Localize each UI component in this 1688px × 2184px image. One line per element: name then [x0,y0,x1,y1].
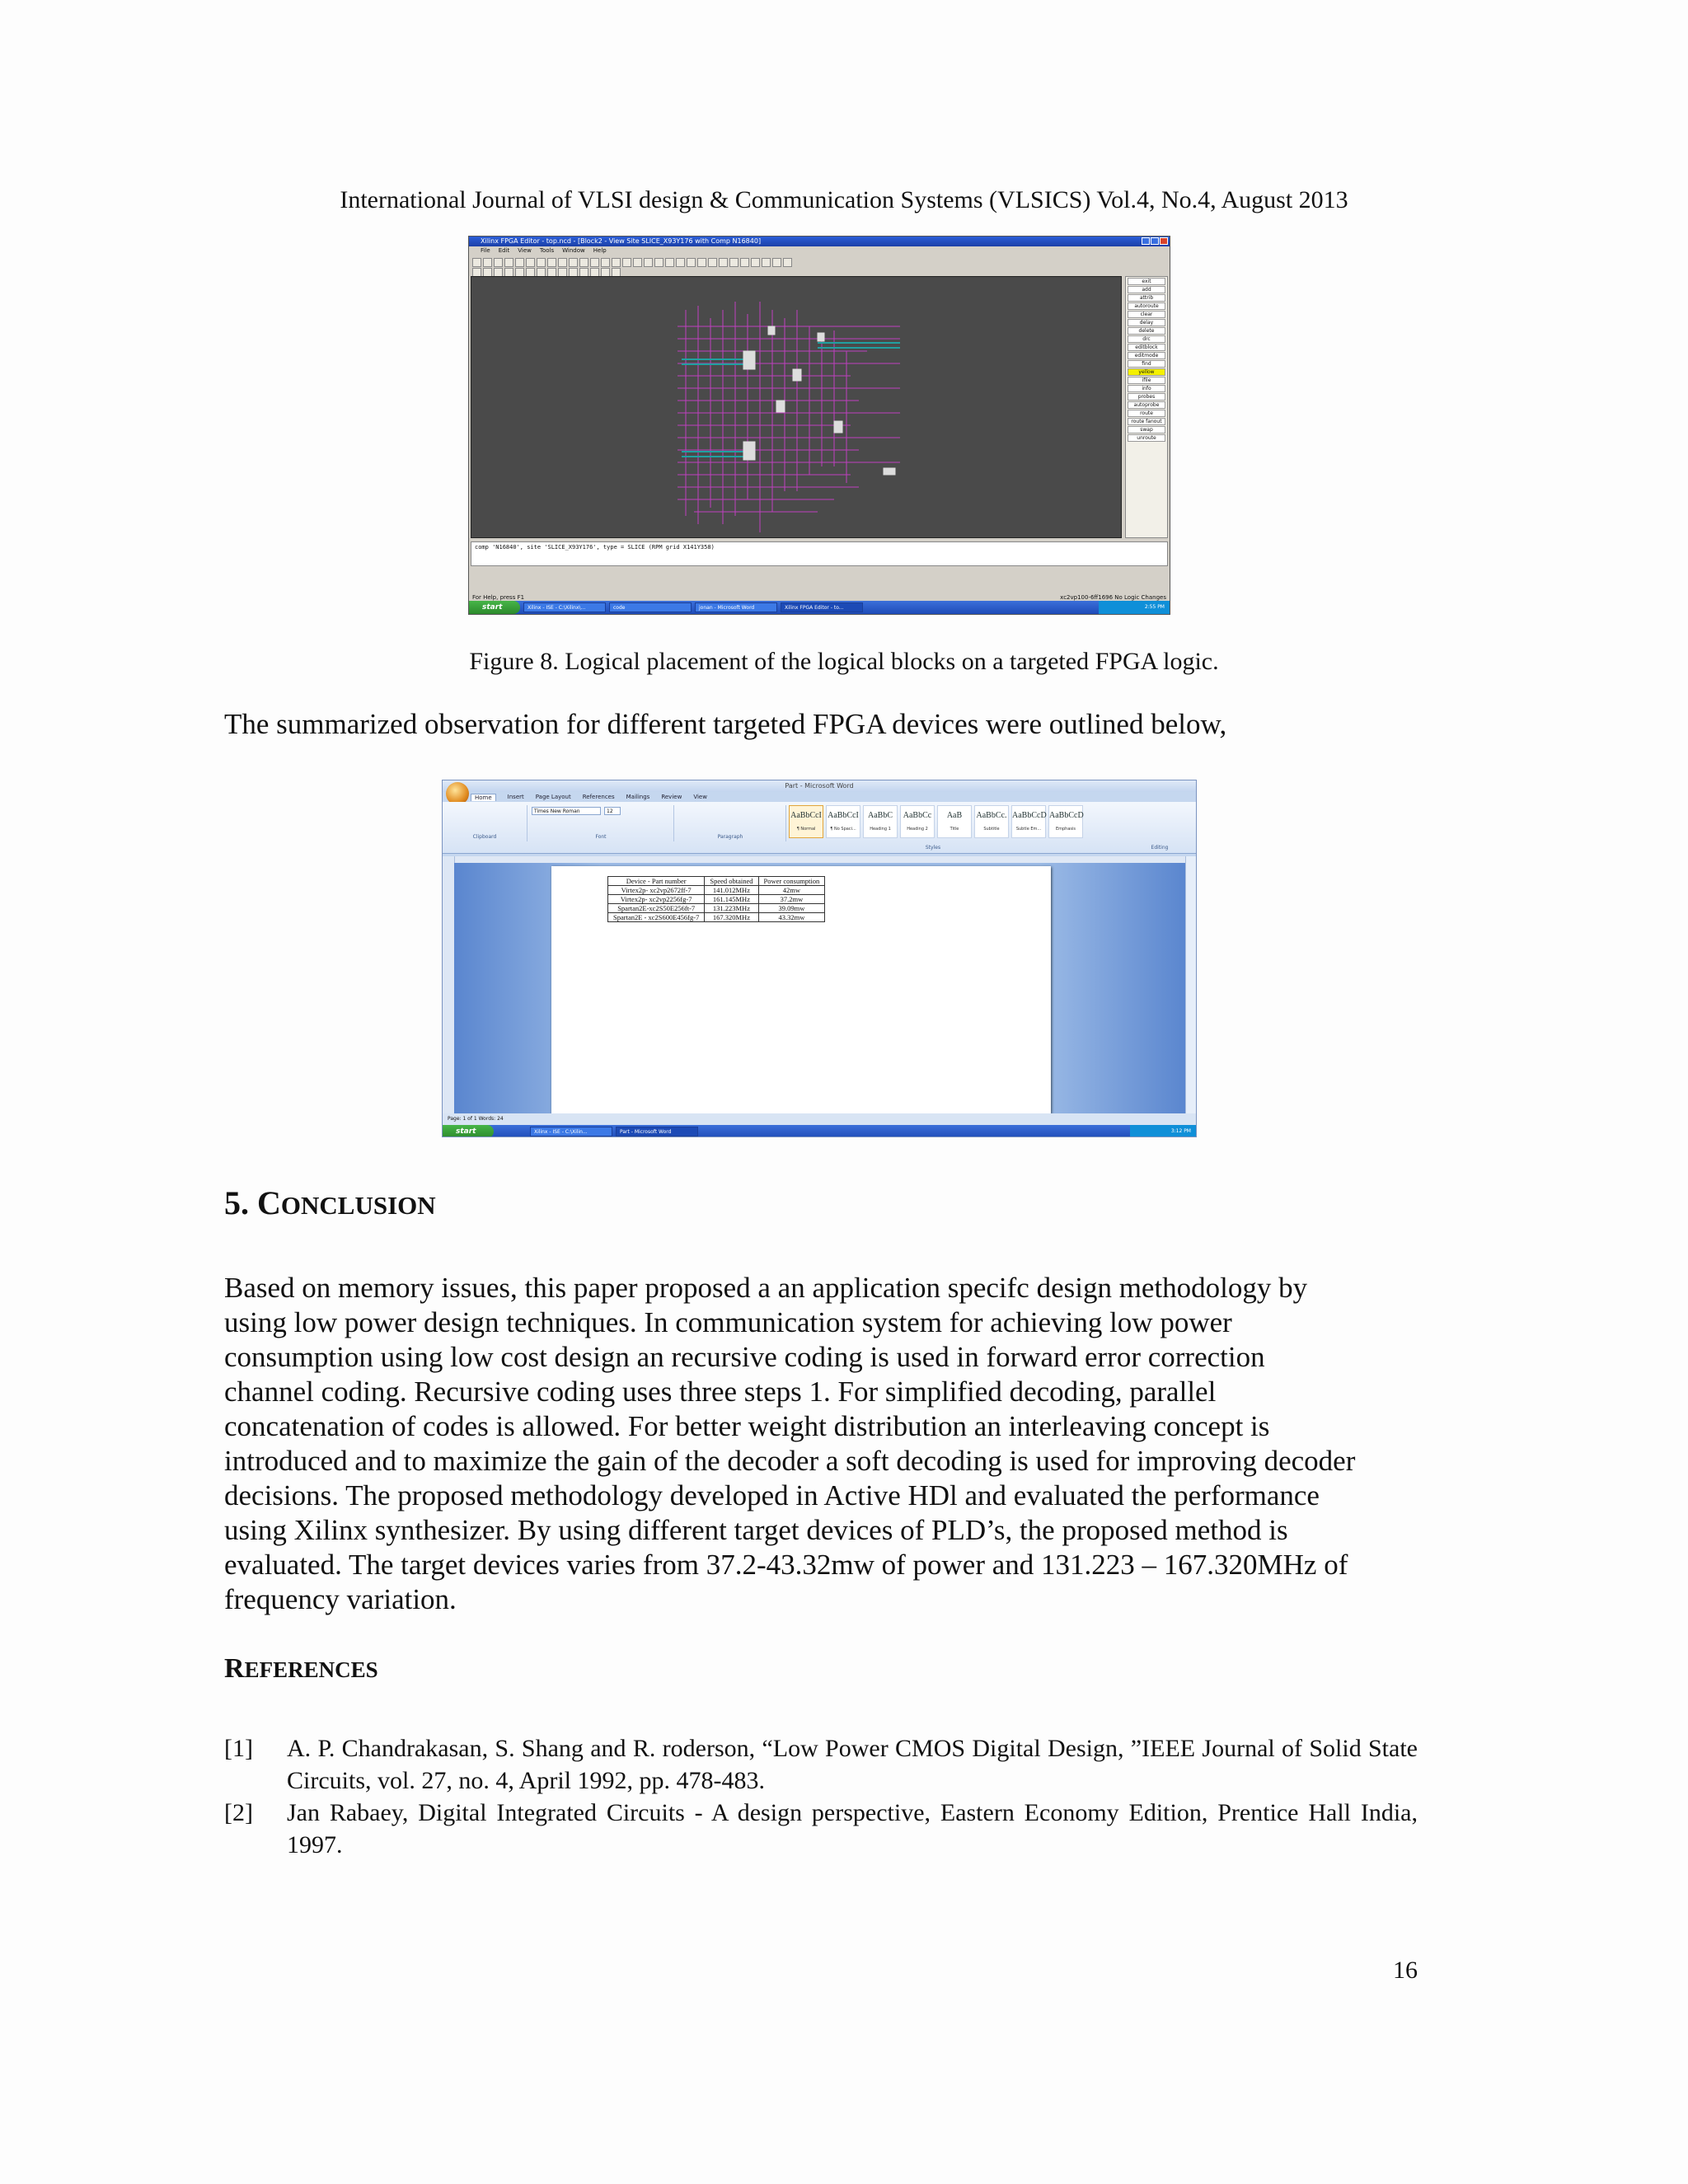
fpga-routing-diagram [471,277,1121,537]
cmd-route[interactable]: route [1128,410,1165,417]
taskbar-item-code[interactable]: code [609,602,692,612]
word-ribbon-tabs [471,794,707,801]
word-ribbon [443,802,1196,854]
taskbar-item-fpga-editor[interactable]: Xilinx FPGA Editor - to... [781,602,863,612]
taskbar-clock: 3:12 PM [1130,1125,1196,1137]
table-row [608,904,825,913]
group-paragraph: Paragraph [675,805,786,841]
cmd-clear[interactable]: clear [1128,311,1165,318]
reference-number: [2] [224,1799,253,1826]
menu-help: Help [593,247,607,254]
tab-review[interactable]: Review [661,794,682,800]
conclusion-line: frequency variation. [224,1583,457,1615]
table-cell: Spartan2E - xc2S600E456fg-7 [608,913,705,922]
style-subtle-emphasis[interactable]: AaBbCcD Subtle Em... [1011,805,1046,838]
figure-8-caption: Figure 8. Logical placement of the logical blocks on a targeted FPGA logic. [469,648,1219,675]
table-cell: 43.32mw [758,913,825,922]
reference-item-1 [224,1732,1418,1797]
style-emphasis[interactable]: AaBbCcD Emphasis [1048,805,1083,838]
table-header-row [608,877,825,886]
conclusion-line: consumption using low cost design an recursive coding is used in forward error correction [224,1341,1265,1373]
start-button[interactable]: start [469,601,520,614]
style-subtitle[interactable]: AaBbCc. Subtitle [974,805,1009,838]
word-status-bar: Page: 1 of 1 Words: 24 [443,1113,1196,1125]
tab-references[interactable]: References [582,794,615,800]
conclusion-line: concatenation of codes is allowed. For better weight distribution an interleaving concept is [224,1410,1270,1442]
cmd-route-fanout[interactable]: route fanout [1128,418,1165,425]
style-title[interactable]: AaB Title [937,805,972,838]
start-button[interactable]: start [443,1125,494,1137]
table-cell: 161.145MHz [705,895,758,904]
cmd-delay[interactable]: delay [1128,319,1165,326]
fpga-taskbar [469,601,1170,614]
status-device-text: xc2vp100-6ff1696 No Logic Changes [1060,594,1166,601]
table-cell: 42mw [758,886,825,895]
style-normal[interactable]: AaBbCcI ¶ Normal [789,805,823,838]
taskbar-clock: 2:55 PM [1099,601,1170,614]
table-cell: 131.223MHz [705,904,758,913]
cmd-add[interactable]: add [1128,286,1165,293]
conclusion-line: channel coding. Recursive coding uses three steps 1. For simplified decoding, parallel [224,1376,1217,1408]
cmd-drc[interactable]: drc [1128,335,1165,343]
conclusion-line: evaluated. The target devices varies from 37.2-43.32mw of power and 131.223 – 167.320MHz of [224,1549,1348,1581]
style-heading-2[interactable]: AaBbCc Heading 2 [900,805,935,838]
font-name-select[interactable]: Times New Roman [532,807,601,815]
fpga-console-output: comp 'N16840', site 'SLICE_X93Y176', type = SLICE (RPM grid X141Y358) [471,541,1168,566]
tab-insert[interactable]: Insert [507,794,524,800]
tab-view[interactable]: View [693,794,707,800]
table-cell: 39.09mw [758,904,825,913]
cmd-unroute[interactable]: unroute [1128,434,1165,442]
table-row [608,913,825,922]
table-header: Device - Part number [608,877,705,886]
table-row [608,886,825,895]
journal-header: International Journal of VLSI design & Communication Systems (VLSICS) Vol.4, No.4, August 2013 [340,186,1348,213]
reference-number: [1] [224,1735,253,1762]
cmd-probes[interactable]: probes [1128,393,1165,401]
menu-edit: Edit [498,247,510,254]
menu-window: Window [562,247,585,254]
menu-view: View [518,247,532,254]
reference-item-2 [224,1797,1418,1861]
conclusion-line: Based on memory issues, this paper proposed a an application specifc design methodology by [224,1272,1308,1304]
group-font: Font [528,805,674,841]
table-cell: 37.2mw [758,895,825,904]
font-size-select[interactable]: 12 [604,807,621,815]
table-cell: Spartan2E-xc2S50E256ft-7 [608,904,705,913]
table-cell: Virtex2p- xc2vp2256fg-7 [608,895,705,904]
table-cell: 141.012MHz [705,886,758,895]
taskbar-item-ise[interactable]: Xilinx - ISE - C:\Xilin... [530,1127,612,1137]
conclusion-line: introduced and to maximize the gain of the decoder a soft decoding is used for improving decoder [224,1445,1356,1477]
word-vertical-ruler [443,856,455,1113]
word-vertical-scrollbar[interactable] [1185,856,1196,1113]
intro-sentence: The summarized observation for different targeted FPGA devices were outlined below, [224,708,1227,740]
fpga-window-buttons [1142,237,1168,245]
conclusion-heading: 5. CONCLUSION [224,1184,436,1221]
table-cell: Virtex2p- xc2vp2672ff-7 [608,886,705,895]
conclusion-paragraph [224,1271,1418,1617]
reference-text: Jan Rabaey, Digital Integrated Circuits - A design perspective, Eastern Economy Edition, Prentice Hall India, 1997. [287,1799,1418,1858]
word-title-bar: Part - Microsoft Word [443,780,1196,792]
cmd-autoroute[interactable]: autoroute [1128,302,1165,310]
fpga-title-bar: Xilinx FPGA Editor - top.ncd - [Block2 - View Site SLICE_X93Y176 with Comp N16840] [469,237,1170,246]
group-styles-label: Styles [925,845,941,851]
conclusion-line: using low power design techniques. In communication system for achieving low power [224,1306,1232,1338]
cmd-delete[interactable]: delete [1128,327,1165,335]
status-help-text: For Help, press F1 [472,594,525,601]
fpga-menu-bar [469,246,1170,255]
group-editing-label: Editing [1151,845,1169,851]
tab-page-layout[interactable]: Page Layout [535,794,571,800]
page-number: 16 [1393,1957,1418,1984]
fpga-command-panel [1125,276,1168,538]
taskbar-item-word[interactable]: Part - Microsoft Word [616,1127,698,1137]
device-table [607,876,825,922]
cmd-editmode[interactable]: editmode [1128,352,1165,359]
table-cell: 167.320MHz [705,913,758,922]
tab-home[interactable]: Home [471,794,496,801]
table-row [608,895,825,904]
references-heading: REFERENCES [224,1653,378,1684]
tab-mailings[interactable]: Mailings [626,794,650,800]
cmd-swap[interactable]: swap [1128,426,1165,434]
word-page [551,866,1051,1113]
cmd-find[interactable]: find [1128,360,1165,368]
cmd-info[interactable]: info [1128,385,1165,392]
cmd-exit[interactable]: exit [1128,278,1165,285]
cmd-yellow[interactable]: yellow [1128,368,1165,376]
menu-tools: Tools [539,247,555,254]
menu-file: File [481,247,490,254]
reference-text: A. P. Chandrakasan, S. Shang and R. roderson, “Low Power CMOS Digital Design, ”IEEE Journal of Solid State Circuits, vol. 27, no. 4, April 1992, pp. 478-483. [287,1735,1418,1794]
conclusion-line: using Xilinx synthesizer. By using different target devices of PLD’s, the proposed method is [224,1514,1288,1546]
cmd-autoprobe[interactable]: autoprobe [1128,401,1165,409]
fpga-editor-screenshot [468,236,1170,615]
fpga-layout-canvas [471,276,1122,538]
table-header: Speed obtained [705,877,758,886]
style-heading-1[interactable]: AaBbC Heading 1 [863,805,898,838]
styles-gallery [789,805,1083,838]
word-taskbar [443,1125,1196,1137]
group-clipboard: Clipboard [443,805,528,841]
cmd-ifile[interactable]: ifile [1128,377,1165,384]
conclusion-line: decisions. The proposed methodology developed in Active HDl and evaluated the performance [224,1479,1320,1511]
style-no-spacing[interactable]: AaBbCcI ¶ No Spaci... [826,805,860,838]
taskbar-item-ise[interactable]: Xilinx - ISE - C:\Xilinx\... [523,602,606,612]
cmd-attrib[interactable]: attrib [1128,294,1165,302]
table-header: Power consumption [758,877,825,886]
word-screenshot [442,780,1197,1137]
cmd-editblock[interactable]: editblock [1128,344,1165,351]
taskbar-item-word[interactable]: jonan - Microsoft Word [695,602,777,612]
